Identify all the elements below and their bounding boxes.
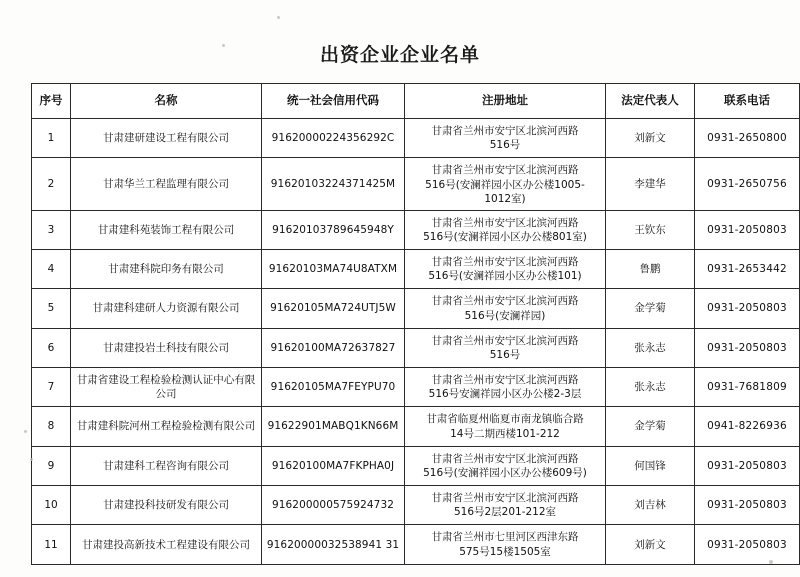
address-line: 516号	[489, 348, 521, 361]
address-line: 516号(安澜祥园小区办公楼1005-	[425, 178, 585, 191]
table-row	[32, 525, 800, 564]
address-line: 516号(安澜祥园小区办公楼101)	[428, 270, 582, 283]
table-row	[32, 210, 800, 249]
cell-company-name: 甘肃建投高新技术工程建设有限公司	[71, 525, 262, 564]
cell-legal-representative: 刘新文	[606, 119, 695, 158]
table-row	[32, 158, 800, 210]
cell-phone: 0931-2650756	[695, 158, 800, 210]
cell-legal-representative: 刘新文	[606, 525, 695, 564]
table-header-row	[32, 84, 800, 119]
cell-legal-representative: 王钦东	[606, 210, 695, 249]
cell-credit-code: 916200000575924732	[262, 486, 405, 525]
cell-company-name: 甘肃华兰工程监理有限公司	[71, 158, 262, 210]
address-line: 14号二期西楼101-212	[450, 427, 560, 440]
address-line: 甘肃省兰州市安宁区北滨河西路	[431, 256, 579, 269]
page-title: 出资企业企业名单	[319, 44, 480, 66]
address-line: 甘肃省兰州市七里河区西津东路	[431, 531, 579, 544]
cell-legal-representative: 张永志	[606, 328, 695, 367]
cell-phone: 0941-8226936	[695, 407, 800, 446]
address-line: 甘肃省兰州市安宁区北滨河西路	[431, 295, 579, 308]
cell-index: 9	[32, 446, 71, 485]
address-line: 甘肃省兰州市安宁区北滨河西路	[431, 374, 579, 387]
cell-legal-representative: 刘吉林	[606, 486, 695, 525]
table-row	[32, 407, 800, 446]
cell-address	[405, 119, 606, 158]
cell-phone: 0931-2050803	[695, 486, 800, 525]
cell-index: 6	[32, 328, 71, 367]
cell-index: 7	[32, 368, 71, 407]
cell-phone: 0931-2050803	[695, 328, 800, 367]
scan-speck	[24, 430, 27, 433]
cell-company-name: 甘肃建科工程咨询有限公司	[71, 446, 262, 485]
table-row	[32, 368, 800, 407]
address-line: 甘肃省临夏州临夏市南龙镇临合路	[426, 413, 584, 426]
table-row	[32, 289, 800, 328]
address-line: 甘肃省兰州市安宁区北滨河西路	[431, 164, 579, 177]
cell-company-name: 甘肃建研建设工程有限公司	[71, 119, 262, 158]
cell-phone: 0931-7681809	[695, 368, 800, 407]
cell-legal-representative: 何国锋	[606, 446, 695, 485]
cell-phone: 0931-2050803	[695, 446, 800, 485]
address-line: 516号	[489, 139, 521, 152]
table-row	[32, 328, 800, 367]
cell-credit-code: 91620100MA7FKPHA0J	[262, 446, 405, 485]
address-line: 575号15楼1505室	[459, 545, 551, 558]
cell-address	[405, 158, 606, 210]
cell-index: 1	[32, 119, 71, 158]
cell-credit-code: 91622901MABQ1KN66M	[262, 407, 405, 446]
table-row	[32, 486, 800, 525]
cell-index: 4	[32, 250, 71, 289]
cell-address	[405, 525, 606, 564]
table-body	[32, 119, 800, 565]
cell-phone: 0931-2650800	[695, 119, 800, 158]
column-header-legal-representative: 法定代表人	[606, 84, 695, 119]
column-header-index: 序号	[32, 84, 71, 119]
address-line: 甘肃省兰州市安宁区北滨河西路	[431, 334, 579, 347]
cell-credit-code: 91620103789645948Y	[262, 210, 405, 249]
address-line: 甘肃省兰州市安宁区北滨河西路	[431, 216, 579, 229]
address-line: 1012室)	[484, 192, 526, 205]
address-line: 甘肃省兰州市安宁区北滨河西路	[431, 125, 579, 137]
cell-address	[405, 289, 606, 328]
scan-speck	[222, 44, 225, 47]
cell-legal-representative: 金学菊	[606, 289, 695, 328]
cell-index: 10	[32, 486, 71, 525]
cell-address	[405, 250, 606, 289]
cell-index: 2	[32, 158, 71, 210]
table-row	[32, 446, 800, 485]
cell-address	[405, 368, 606, 407]
cell-credit-code: 91620100MA72637827	[262, 328, 405, 367]
cell-index: 11	[32, 525, 71, 564]
cell-index: 8	[32, 407, 71, 446]
address-line: 516号2层201-212室	[453, 506, 557, 519]
cell-credit-code: 91620103224371425M	[262, 158, 405, 210]
cell-legal-representative: 鲁鹏	[606, 250, 695, 289]
cell-credit-code: 91620000224356292C	[262, 119, 405, 158]
cell-address	[405, 486, 606, 525]
cell-company-name: 甘肃建科院印务有限公司	[71, 250, 262, 289]
cell-legal-representative: 张永志	[606, 368, 695, 407]
cell-credit-code: 91620000032538941 31	[262, 525, 405, 564]
company-table	[31, 83, 800, 565]
address-line: 甘肃省兰州市安宁区北滨河西路	[431, 452, 579, 465]
cell-address	[405, 328, 606, 367]
cell-legal-representative: 李建华	[606, 158, 695, 210]
scan-speck	[277, 16, 280, 19]
address-line: 516号(安澜祥园小区办公楼801室)	[423, 230, 587, 243]
cell-index: 5	[32, 289, 71, 328]
cell-company-name: 甘肃建投科技研发有限公司	[71, 486, 262, 525]
cell-phone: 0931-2050803	[695, 289, 800, 328]
table-row	[32, 119, 800, 158]
cell-address	[405, 446, 606, 485]
scan-speck	[769, 560, 773, 564]
address-line: 516号(安澜祥园小区办公楼609号)	[423, 466, 587, 479]
address-line: 516号(安澜祥园)	[464, 309, 546, 322]
cell-address	[405, 407, 606, 446]
cell-index: 3	[32, 210, 71, 249]
cell-legal-representative: 金学菊	[606, 407, 695, 446]
cell-phone: 0931-2653442	[695, 250, 800, 289]
table-header	[32, 84, 800, 119]
cell-phone: 0931-2050803	[695, 525, 800, 564]
address-line: 516号安澜祥园小区办公楼2-3层	[428, 388, 582, 401]
cell-credit-code: 91620105MA7FEYPU70	[262, 368, 405, 407]
cell-phone: 0931-2050803	[695, 210, 800, 249]
cell-address	[405, 210, 606, 249]
table-row	[32, 250, 800, 289]
cell-company-name: 甘肃建科苑装饰工程有限公司	[71, 210, 262, 249]
column-header-address: 注册地址	[405, 84, 606, 119]
cell-company-name: 甘肃省建设工程检验检测认证中心有限公司	[71, 368, 262, 407]
address-line: 甘肃省兰州市安宁区北滨河西路	[431, 492, 579, 505]
column-header-name: 名称	[71, 84, 262, 119]
cell-company-name: 甘肃建科院河州工程检验检测有限公司	[71, 407, 262, 446]
company-table-wrapper	[31, 83, 787, 565]
scan-speck	[30, 458, 33, 461]
cell-credit-code: 91620103MA74U8ATXM	[262, 250, 405, 289]
cell-company-name: 甘肃建科建研人力资源有限公司	[71, 289, 262, 328]
column-header-credit-code: 统一社会信用代码	[262, 84, 405, 119]
cell-company-name: 甘肃建投岩土科技有限公司	[71, 328, 262, 367]
column-header-phone: 联系电话	[695, 84, 800, 119]
cell-credit-code: 91620105MA724UTJ5W	[262, 289, 405, 328]
